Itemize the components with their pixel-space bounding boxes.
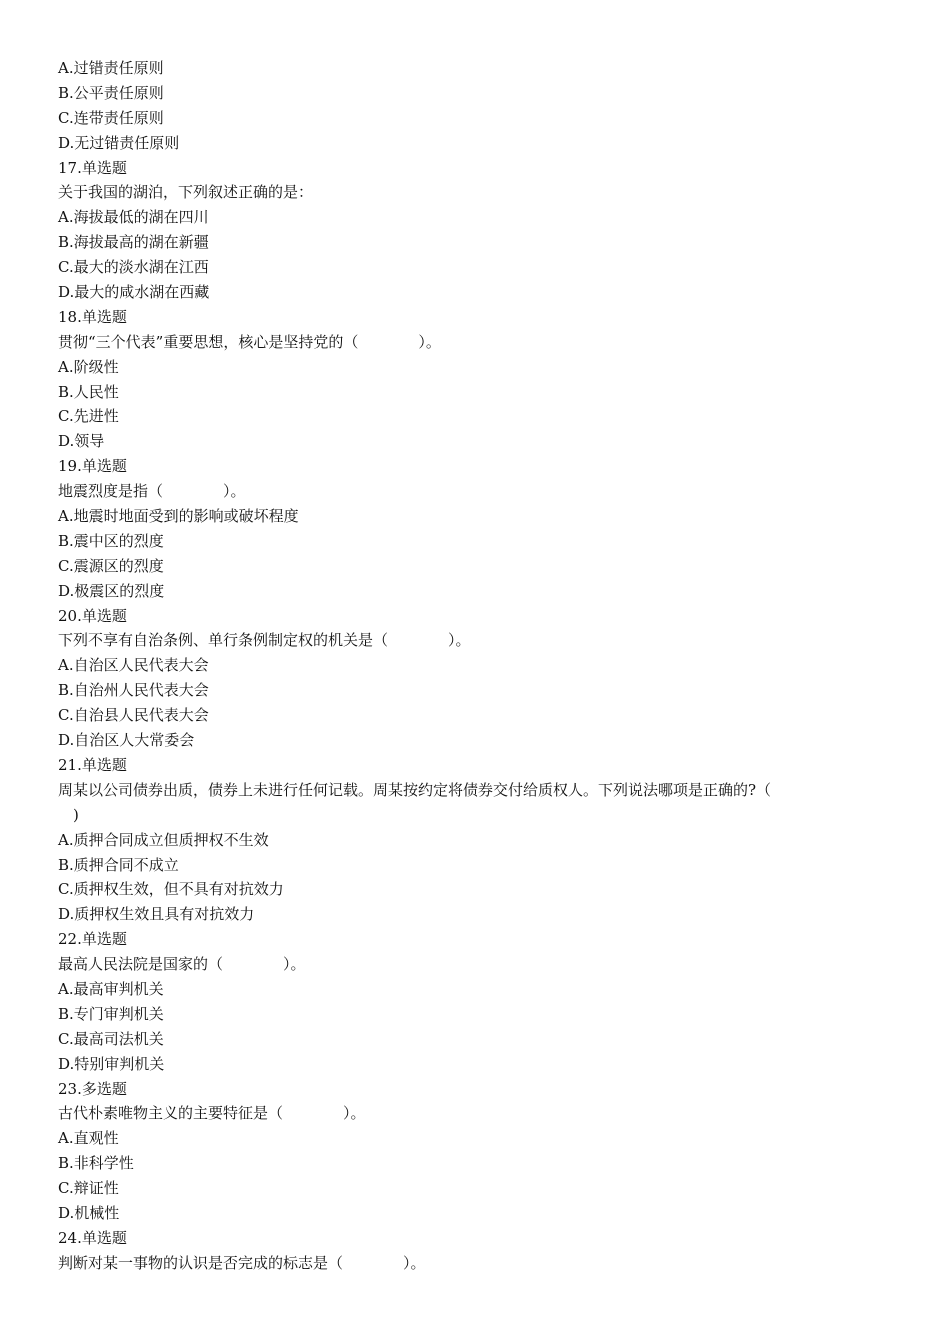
option-c: C.最大的淡水湖在江西 <box>58 258 209 277</box>
option-c: C.震源区的烈度 <box>58 556 164 575</box>
question-text: 关于我国的湖泊，下列叙述正确的是： <box>58 183 314 202</box>
option-c: C.最高司法机关 <box>58 1029 164 1048</box>
option-a: A.直观性 <box>58 1129 119 1148</box>
option-a: A.过错责任原则 <box>58 59 164 77</box>
question-text: 周某以公司债券出质，债券上未进行任何记载。周某按约定将债券交付给质权人。下列说法哪项是正确的?（ <box>58 780 772 799</box>
question-header: 22.单选题 <box>58 930 127 949</box>
option-c: C.连带责任原则 <box>58 108 164 127</box>
option-c: C.自治县人民代表大会 <box>58 706 209 725</box>
option-d: D.极震区的烈度 <box>58 581 165 600</box>
question-text: 古代朴素唯物主义的主要特征是（ ）。 <box>58 1104 366 1123</box>
option-a: A.自治区人民代表大会 <box>58 656 209 675</box>
option-b: B.海拔最高的湖在新疆 <box>58 233 209 252</box>
question-header: 23.多选题 <box>58 1079 127 1098</box>
option-d: D.最大的咸水湖在西藏 <box>58 283 210 302</box>
option-a: A.最高审判机关 <box>58 979 164 998</box>
option-b: B.质押合同不成立 <box>58 855 179 874</box>
question-header: 21.单选题 <box>58 755 127 774</box>
option-b: B.专门审判机关 <box>58 1004 164 1023</box>
question-text: 判断对某一事物的认识是否完成的标志是（ ）。 <box>58 1253 426 1272</box>
option-c: C.辩证性 <box>58 1179 119 1198</box>
option-d: D.无过错责任原则 <box>58 133 180 152</box>
option-c: C.质押权生效，但不具有对抗效力 <box>58 880 284 899</box>
option-b: B.震中区的烈度 <box>58 531 164 550</box>
document-page <box>58 56 868 1276</box>
option-b: B.人民性 <box>58 382 119 401</box>
option-d: D.质押权生效且具有对抗效力 <box>58 905 255 924</box>
question-text: 最高人民法院是国家的（ ）。 <box>58 955 306 974</box>
option-a: A.地震时地面受到的影响或破坏程度 <box>58 507 299 526</box>
question-text: 贯彻“三个代表”重要思想，核心是坚持党的（ ）。 <box>58 332 441 351</box>
question-text-continued: ) <box>58 805 79 824</box>
question-header: 24.单选题 <box>58 1228 127 1247</box>
option-a: A.海拔最低的湖在四川 <box>58 208 209 227</box>
option-c: C.先进性 <box>58 407 119 426</box>
option-b: B.非科学性 <box>58 1154 134 1173</box>
option-d: D.领导 <box>58 432 105 451</box>
question-header: 20.单选题 <box>58 606 127 625</box>
question-header: 18.单选题 <box>58 307 127 326</box>
option-a: A.质押合同成立但质押权不生效 <box>58 830 269 849</box>
question-text: 下列不享有自治条例、单行条例制定权的机关是（ ）。 <box>58 631 471 650</box>
option-b: B.自治州人民代表大会 <box>58 681 209 700</box>
option-d: D.机械性 <box>58 1203 120 1222</box>
question-header: 17.单选题 <box>58 158 127 177</box>
option-d: D.特别审判机关 <box>58 1054 165 1073</box>
option-b: B.公平责任原则 <box>58 83 164 102</box>
question-header: 19.单选题 <box>58 457 127 476</box>
question-text: 地震烈度是指（ ）。 <box>58 482 246 501</box>
option-d: D.自治区人大常委会 <box>58 731 195 750</box>
option-a: A.阶级性 <box>58 357 119 376</box>
